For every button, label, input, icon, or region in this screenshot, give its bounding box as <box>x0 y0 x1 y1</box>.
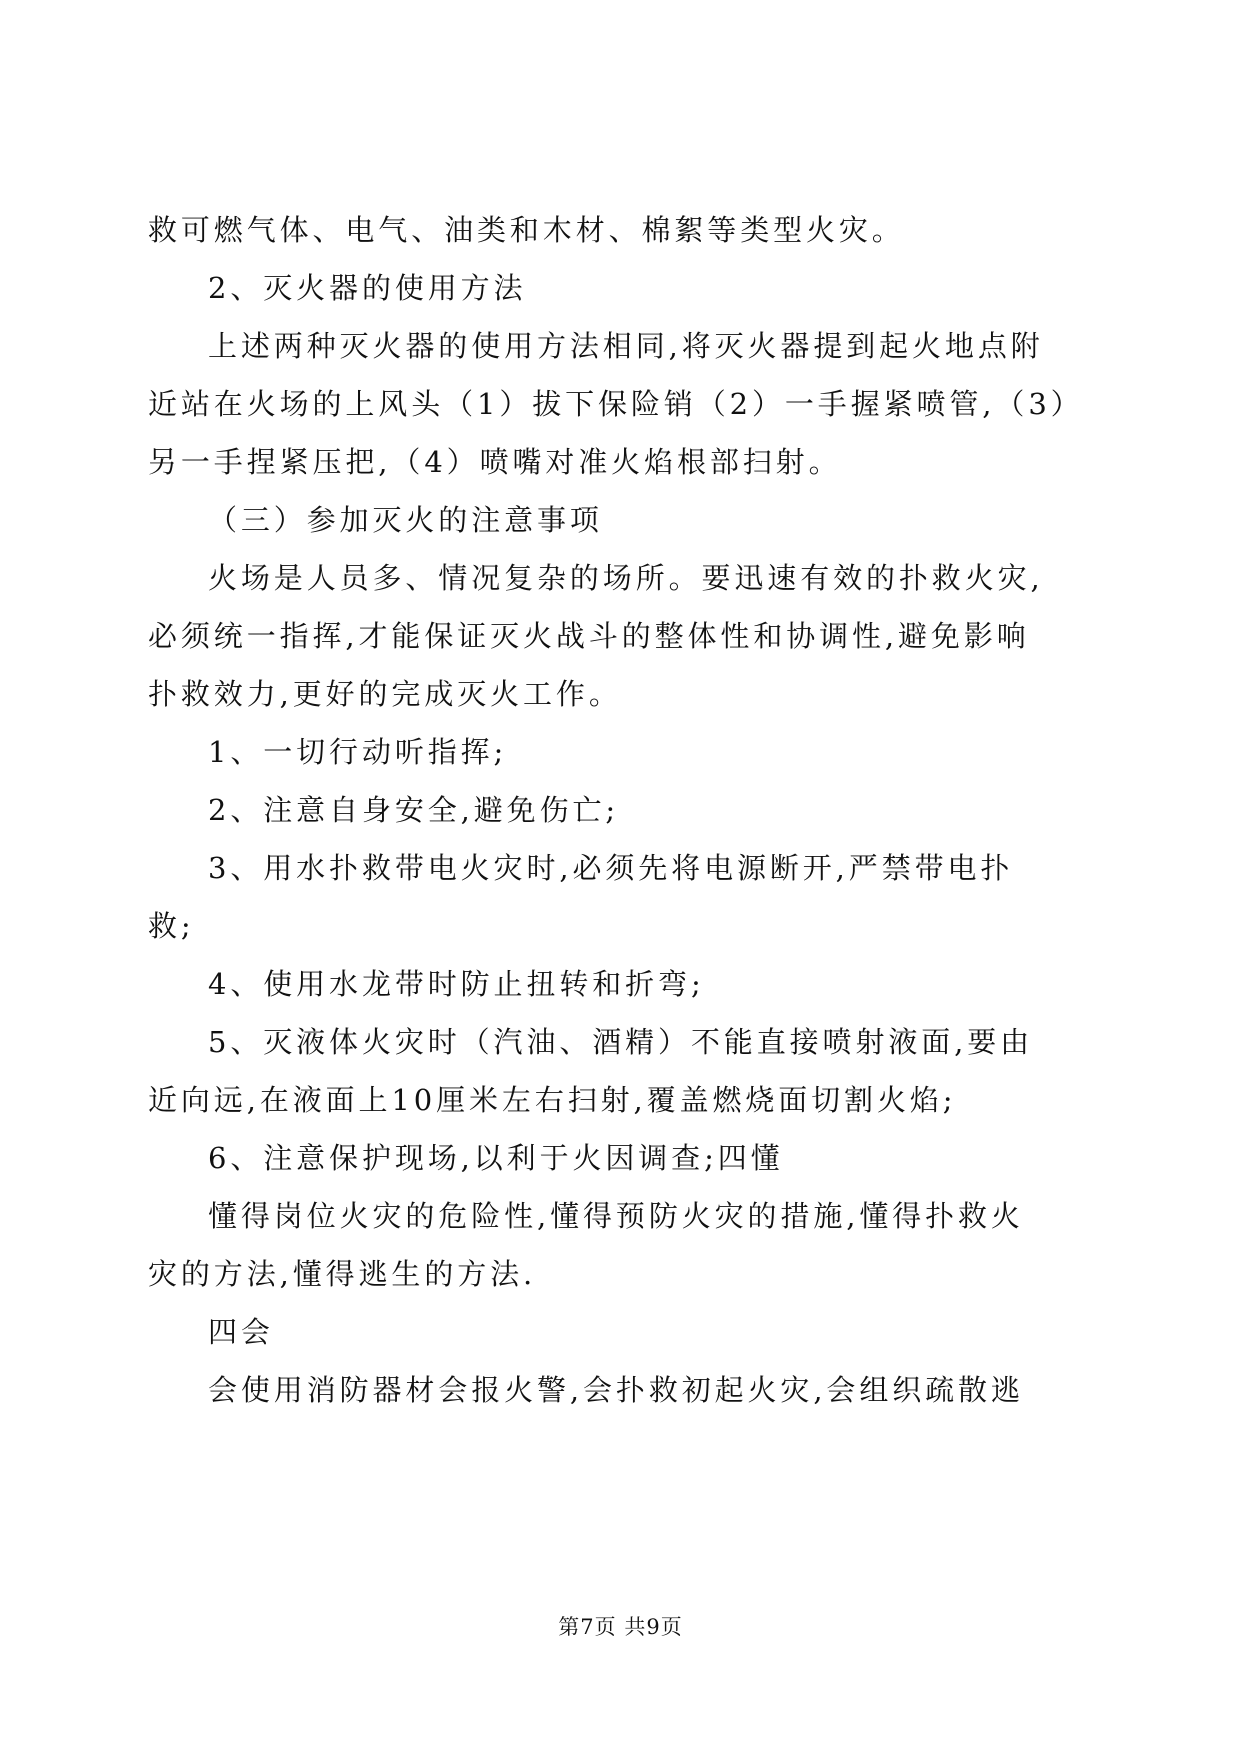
section-heading-notes: （三）参加灭火的注意事项 <box>208 503 603 537</box>
page-footer: 第7页 共9页 <box>558 1615 683 1639</box>
section-heading-four-can: 四会 <box>208 1315 274 1349</box>
paragraph-line: 近站在火场的上风头（1）拔下保险销（2）一手握紧喷管,（3） <box>148 387 1084 421</box>
list-item: 1、一切行动听指挥; <box>208 735 508 769</box>
list-item: 6、注意保护现场,以利于火因调查;四懂 <box>208 1141 784 1175</box>
paragraph-line: 会使用消防器材会报火警,会扑救初起火灾,会组织疏散逃 <box>208 1373 1024 1407</box>
paragraph-line: 懂得岗位火灾的危险性,懂得预防火灾的措施,懂得扑救火 <box>208 1199 1024 1233</box>
list-item: 4、使用水龙带时防止扭转和折弯; <box>208 967 705 1001</box>
body-line-continuation: 救可燃气体、电气、油类和木材、棉絮等类型火灾。 <box>148 213 905 247</box>
paragraph-line: 扑救效力,更好的完成灭火工作。 <box>148 677 622 711</box>
list-item-continuation: 救; <box>148 909 195 943</box>
list-item: 5、灭液体火灾时（汽油、酒精）不能直接喷射液面,要由 <box>208 1025 1034 1059</box>
section-heading-usage: 2、灭火器的使用方法 <box>208 271 527 305</box>
paragraph-line: 另一手捏紧压把,（4）喷嘴对准火焰根部扫射。 <box>148 445 842 479</box>
list-item: 2、注意自身安全,避免伤亡; <box>208 793 620 827</box>
paragraph-line: 灾的方法,懂得逃生的方法. <box>148 1257 537 1291</box>
paragraph-line: 必须统一指挥,才能保证灭火战斗的整体性和协调性,避免影响 <box>148 619 1030 653</box>
paragraph-line: 上述两种灭火器的使用方法相同,将灭火器提到起火地点附 <box>208 329 1044 363</box>
list-item-continuation: 近向远,在液面上10厘米左右扫射,覆盖燃烧面切割火焰; <box>148 1083 957 1117</box>
list-item: 3、用水扑救带电火灾时,必须先将电源断开,严禁带电扑 <box>208 851 1014 885</box>
paragraph-line: 火场是人员多、情况复杂的场所。要迅速有效的扑救火灾, <box>208 561 1044 595</box>
